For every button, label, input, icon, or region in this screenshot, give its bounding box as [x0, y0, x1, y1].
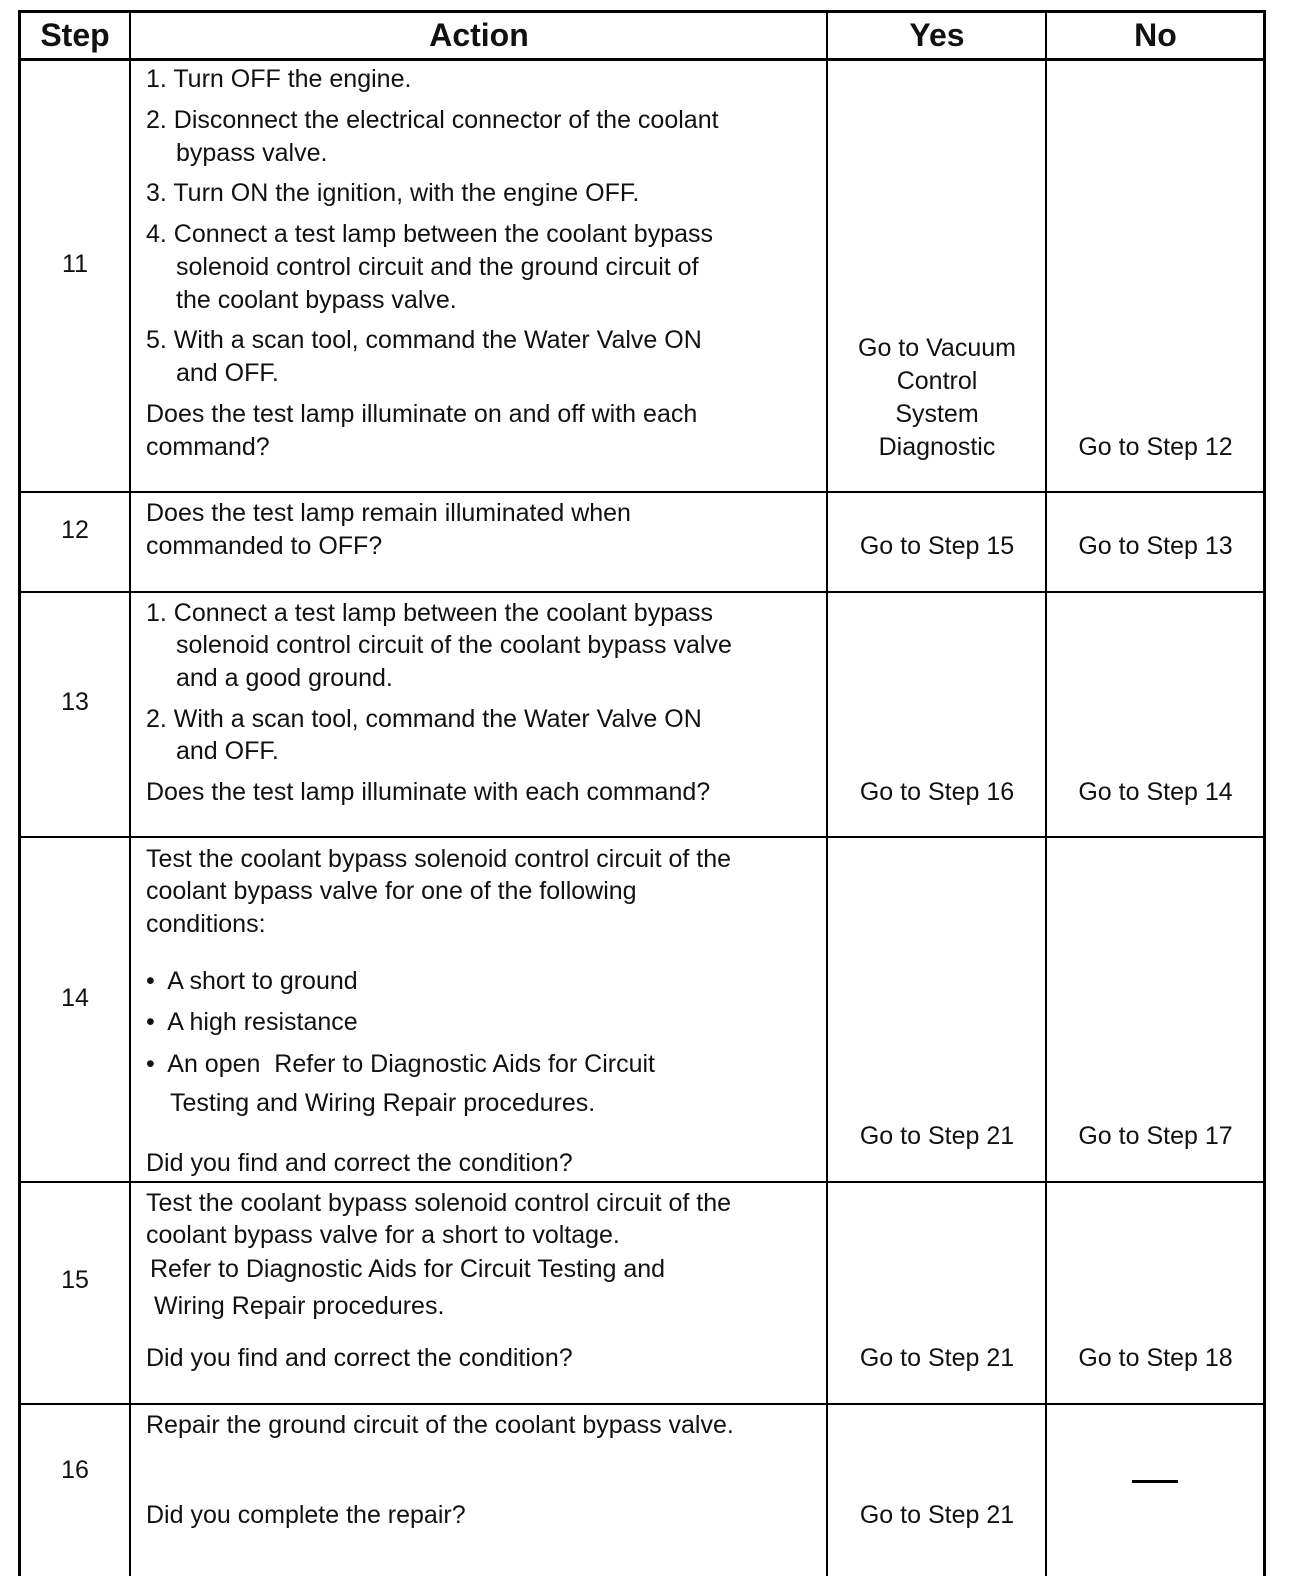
step-number: 13 [61, 688, 89, 716]
header-yes: Yes [909, 16, 965, 53]
action-question: Does the test lamp illuminate on and off with each [146, 400, 698, 428]
no-result: Go to Step 18 [1078, 1344, 1233, 1372]
action-line: coolant bypass valve for one of the following [146, 877, 637, 905]
action-line: conditions: [146, 910, 266, 938]
action-line: 4. Connect a test lamp between the coolant bypass [146, 220, 714, 248]
yes-result: Diagnostic [878, 433, 996, 461]
step-number: 15 [61, 1266, 89, 1294]
action-line: solenoid control circuit of the coolant bypass valve [176, 631, 732, 659]
action-question: Does the test lamp illuminate with each command? [146, 778, 711, 806]
row-divider [20, 1181, 1266, 1183]
no-result-dash [1132, 1480, 1178, 1483]
action-line: 2. Disconnect the electrical connector of the coolant [146, 106, 719, 134]
table-left-border [18, 10, 21, 1576]
action-question: commanded to OFF? [146, 532, 383, 560]
action-line: the coolant bypass valve. [176, 286, 457, 314]
yes-result: System [895, 400, 979, 428]
action-question: Did you find and correct the condition? [146, 1344, 573, 1372]
yes-result: Go to Vacuum [858, 334, 1016, 362]
column-divider [129, 10, 131, 1576]
header-step: Step [40, 16, 110, 53]
action-line: Refer to Diagnostic Aids for Circuit Testing and [150, 1255, 666, 1283]
bullet-item: • A short to ground [146, 967, 358, 995]
no-result: Go to Step 13 [1078, 532, 1233, 560]
row-divider [20, 491, 1266, 493]
bullet-item: • A high resistance [146, 1008, 358, 1036]
action-line: Testing and Wiring Repair procedures. [170, 1089, 596, 1117]
action-line: Test the coolant bypass solenoid control circuit of the [146, 1189, 732, 1217]
step-number: 12 [61, 516, 89, 544]
action-question: Does the test lamp remain illuminated when [146, 499, 631, 527]
action-line: 2. With a scan tool, command the Water Valve ON [146, 705, 702, 733]
action-line: solenoid control circuit and the ground circuit of [176, 253, 699, 281]
bullet-item: • An open Refer to Diagnostic Aids for Circuit [146, 1050, 655, 1078]
action-line: and a good ground. [176, 664, 393, 692]
yes-result: Go to Step 15 [859, 532, 1015, 560]
no-result: Go to Step 17 [1078, 1122, 1233, 1150]
action-line: coolant bypass valve for a short to voltage. [146, 1221, 620, 1249]
action-line: 3. Turn ON the ignition, with the engine OFF. [146, 179, 640, 207]
yes-result: Control [896, 367, 978, 395]
row-divider [20, 1403, 1266, 1405]
header-no: No [1134, 16, 1177, 53]
yes-result: Go to Step 16 [859, 778, 1015, 806]
action-line: 1. Turn OFF the engine. [146, 65, 412, 93]
action-line: Wiring Repair procedures. [154, 1292, 445, 1320]
header-action: Action [429, 16, 529, 53]
action-line: Repair the ground circuit of the coolant bypass valve. [146, 1411, 734, 1439]
action-line: 5. With a scan tool, command the Water Valve ON [146, 326, 702, 354]
header-bottom-border [20, 58, 1266, 61]
action-question: Did you find and correct the condition? [146, 1149, 573, 1177]
step-number: 14 [61, 984, 89, 1012]
yes-result: Go to Step 21 [859, 1344, 1015, 1372]
row-divider [20, 591, 1266, 593]
row-divider [20, 836, 1266, 838]
action-line: Test the coolant bypass solenoid control circuit of the [146, 845, 732, 873]
action-question: Did you complete the repair? [146, 1501, 466, 1529]
no-result: Go to Step 14 [1078, 778, 1233, 806]
step-number: 16 [61, 1456, 89, 1484]
action-line: bypass valve. [176, 139, 328, 167]
yes-result: Go to Step 21 [859, 1122, 1015, 1150]
action-line: 1. Connect a test lamp between the coolant bypass [146, 599, 714, 627]
action-line: and OFF. [176, 737, 279, 765]
action-line: and OFF. [176, 359, 279, 387]
yes-result: Go to Step 21 [859, 1501, 1015, 1529]
step-number: 11 [62, 250, 88, 278]
no-result: Go to Step 12 [1078, 433, 1233, 461]
action-question: command? [146, 433, 270, 461]
